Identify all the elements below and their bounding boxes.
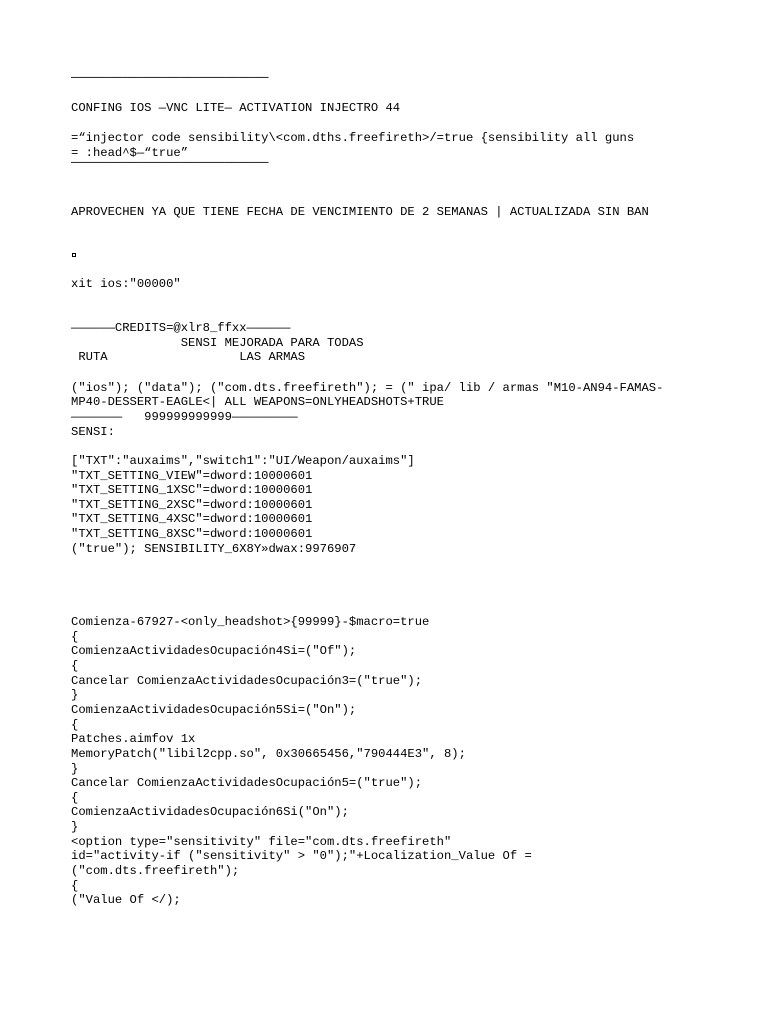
- divider-line-bottom: ───────────────────────────: [71, 156, 269, 170]
- code-line: Cancelar ComienzaActividadesOcupación5=("true");: [71, 776, 423, 790]
- code-line: ComienzaActividadesOcupación5Si=("On");: [71, 703, 357, 717]
- code-line: Cancelar ComienzaActividadesOcupación3=("true");: [71, 674, 423, 688]
- separator-number-line: ——————— 999999999999—————————: [71, 410, 298, 424]
- path-line-2: MP40-DESSERT-EAGLE<| ALL WEAPONS=ONLYHEADSHOTS+TRUE: [71, 395, 444, 409]
- code-line: {: [71, 630, 79, 644]
- injector-code-line-2: = :head^$—“true”: [71, 146, 189, 160]
- code-line: {: [71, 791, 79, 805]
- xit-ios-line: xit ios:"00000": [71, 277, 181, 291]
- code-line: ("com.dts.freefireth");: [71, 864, 240, 878]
- code-line: ComienzaActividadesOcupación6Si("On");: [71, 805, 349, 819]
- code-line: Patches.aimfov 1x: [71, 732, 196, 746]
- code-line: "TXT_SETTING_4XSC"=dword:10000601: [71, 512, 313, 526]
- ruta-header: RUTA LAS ARMAS: [71, 350, 306, 364]
- code-line: ("true"); SENSIBILITY_6X8Y»dwax:9976907: [71, 542, 357, 556]
- code-line: "TXT_SETTING_8XSC"=dword:10000601: [71, 527, 313, 541]
- code-line: {: [71, 659, 79, 673]
- code-line: "TXT_SETTING_VIEW"=dword:10000601: [71, 469, 313, 483]
- code-line: id="activity-if ("sensitivity" > "0");"+Localization_Value Of =: [71, 849, 532, 863]
- code-line: "TXT_SETTING_1XSC"=dword:10000601: [71, 483, 313, 497]
- small-square-icon: [72, 253, 76, 257]
- expiry-notice: APROVECHEN YA QUE TIENE FECHA DE VENCIMIENTO DE 2 SEMANAS | ACTUALIZADA SIN BAN: [71, 205, 649, 219]
- code-line: ["TXT":"auxaims","switch1":"UI/Weapon/auxaims"]: [71, 454, 415, 468]
- code-line: {: [71, 879, 79, 893]
- path-line-1: ("ios"); ("data"); ("com.dts.freefireth"); = (" ipa/ lib / armas "M10-AN94-FAMAS-: [71, 381, 664, 395]
- injector-code-line-1: =“injector code sensibility\<com.dths.freefireth>/=true {sensibility all guns: [71, 131, 635, 145]
- code-line: MemoryPatch("libil2cpp.so", 0x30665456,"790444E3", 8);: [71, 747, 466, 761]
- code-line: Comienza-67927-<only_headshot>{99999}-$macro=true: [71, 615, 430, 629]
- credits-line: ——————CREDITS=@xlr8_ffxx——————: [71, 321, 291, 335]
- config-title: CONFING IOS —VNC LITE— ACTIVATION INJECTRO 44: [71, 101, 401, 115]
- sensi-header: SENSI MEJORADA PARA TODAS: [71, 336, 364, 350]
- divider-line-top: ───────────────────────────: [71, 71, 269, 85]
- code-line: <option type="sensitivity" file="com.dts.freefireth": [71, 835, 452, 849]
- sensi-label: SENSI:: [71, 425, 115, 439]
- code-line: }: [71, 688, 79, 702]
- code-line: "TXT_SETTING_2XSC"=dword:10000601: [71, 498, 313, 512]
- code-line: ("Value Of </);: [71, 893, 181, 907]
- code-line: ComienzaActividadesOcupación4Si=("Of");: [71, 644, 357, 658]
- code-line: }: [71, 820, 79, 834]
- code-line: }: [71, 762, 79, 776]
- code-line: {: [71, 718, 79, 732]
